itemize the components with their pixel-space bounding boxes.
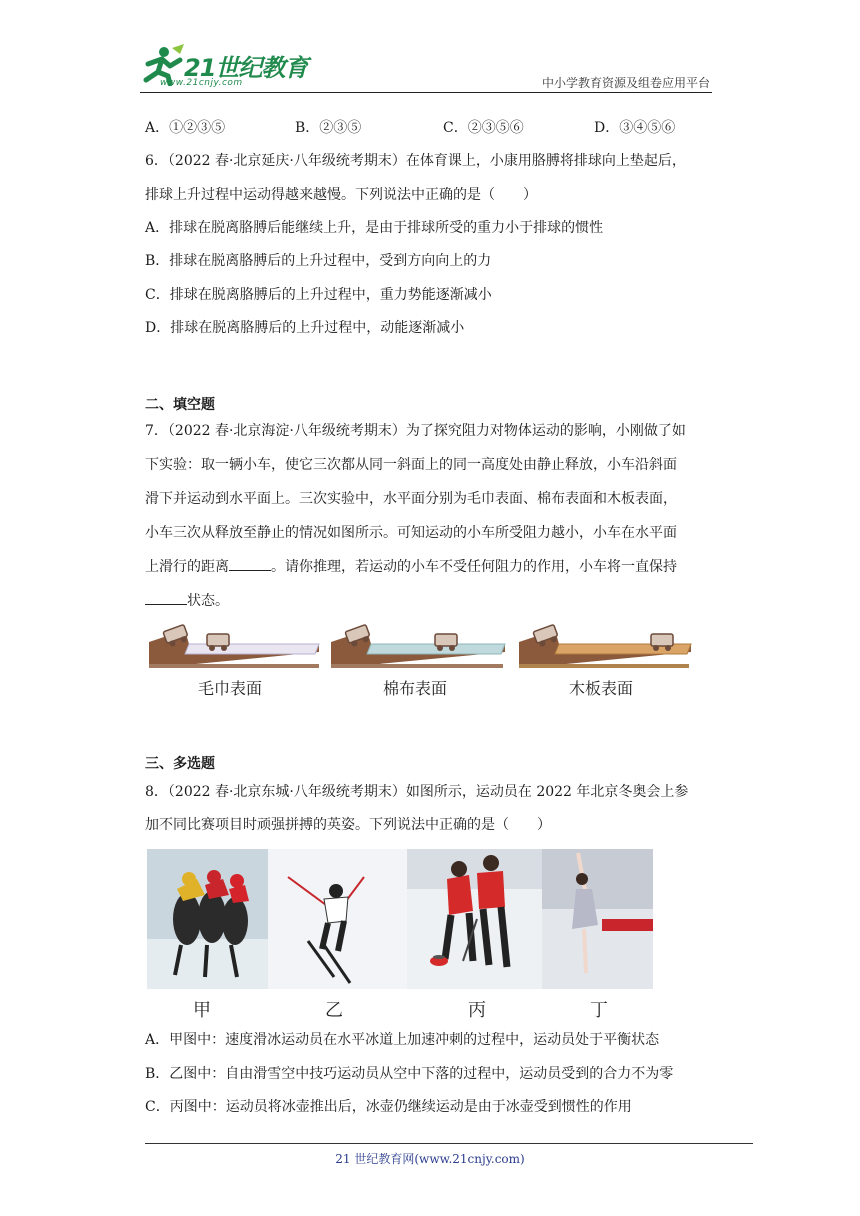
answer-blank-1[interactable] (229, 556, 271, 571)
photo-label-jia: 甲 (193, 1000, 211, 1021)
photo-label-ding: 丁 (590, 1000, 608, 1021)
photo-label-yi: 乙 (325, 1000, 343, 1021)
q7-line6 (145, 590, 229, 611)
q7-line6-text: 状态。 (187, 593, 229, 609)
photo-curling (407, 849, 542, 989)
q7-line2: 下实验：取一辆小车，使它三次都从同一斜面上的同一高度处由静止释放，小车沿斜面 (145, 457, 677, 473)
q8-option-c: C．丙图中：运动员将冰壶推出后，冰壶仍继续运动是由于冰壶受到惯性的作用 (145, 1099, 632, 1115)
q8-option-b: B．乙图中：自由滑雪空中技巧运动员从空中下落的过程中，运动员受到的合力不为零 (145, 1066, 674, 1082)
q7-line5 (145, 556, 677, 577)
section-fill-in: 二、填空题 (145, 397, 215, 413)
footer-divider (145, 1143, 753, 1144)
q7-line3: 滑下并运动到水平面上。三次实验中，水平面分别为毛巾表面、棉布表面和木板表面， (145, 491, 677, 507)
photo-speed-skating (147, 849, 268, 989)
q5-option-d: D．③④⑤⑥ (594, 120, 676, 136)
label-cotton: 棉布表面 (383, 679, 448, 698)
logo-url: www.21cnjy.com (160, 78, 243, 88)
q6-option-b: B．排球在脱离胳膊后的上升过程中，受到方向向上的力 (145, 253, 492, 269)
q6-stem-line1: 6．（2022 春·北京延庆·八年级统考期末）在体育课上，小康用胳膊将排球向上垫起后， (145, 153, 686, 169)
q8-line1: 8．（2022 春·北京东城·八年级统考期末）如图所示，运动员在 2022 年北京冬奥会上参 (145, 784, 689, 800)
q8-line2: 加不同比赛项目时顽强拼搏的英姿。下列说法中正确的是（ ） (145, 817, 551, 833)
photo-figure-skating (542, 849, 653, 989)
site-logo (140, 44, 310, 90)
label-wood: 木板表面 (569, 679, 634, 698)
ramp-experiment-figure (145, 622, 695, 674)
photo-aerial-skiing (268, 849, 407, 989)
q5-option-b: B．②③⑤ (295, 120, 362, 136)
platform-title: 中小学教育资源及组卷应用平台 (541, 76, 710, 90)
q6-option-a: A．排球在脱离胳膊后能继续上升，是由于排球所受的重力小于排球的惯性 (145, 220, 604, 236)
q5-option-a: A．①②③⑤ (145, 120, 226, 136)
cotton-surface-diagram (331, 624, 505, 668)
logo-text: 21世纪教育 (184, 54, 308, 82)
label-towel: 毛巾表面 (198, 679, 263, 698)
towel-surface-diagram (149, 624, 319, 668)
photo-label-bing: 丙 (468, 1000, 486, 1021)
q6-stem-line2: 排球上升过程中运动得越来越慢。下列说法中正确的是（ ） (145, 187, 537, 203)
q7-line1: 7．（2022 春·北京海淀·八年级统考期末）为了探究阻力对物体运动的影响，小刚做了如 (145, 423, 686, 439)
q7-line5-text-b: 。请你推理，若运动的小车不受任何阻力的作用，小车将一直保持 (271, 559, 677, 575)
q5-option-c: C．②③⑤⑥ (443, 120, 524, 136)
section-multiple-choice: 三、多选题 (145, 756, 215, 772)
q7-line4: 小车三次从释放至静止的情况如图所示。可知运动的小车所受阻力越小，小车在水平面 (145, 525, 677, 541)
q6-option-d: D．排球在脱离胳膊后的上升过程中，动能逐渐减小 (145, 320, 465, 336)
q8-option-a: A．甲图中：速度滑冰运动员在水平冰道上加速冲刺的过程中，运动员处于平衡状态 (145, 1032, 660, 1048)
footer-text[interactable]: 21 世纪教育网(www.21cnjy.com) (335, 1152, 525, 1166)
answer-blank-2[interactable] (145, 590, 187, 605)
header-divider (140, 92, 712, 93)
q7-line5-text-a: 上滑行的距离 (145, 559, 229, 575)
wood-surface-diagram (519, 624, 691, 668)
q6-option-c: C．排球在脱离胳膊后的上升过程中，重力势能逐渐减小 (145, 287, 492, 303)
